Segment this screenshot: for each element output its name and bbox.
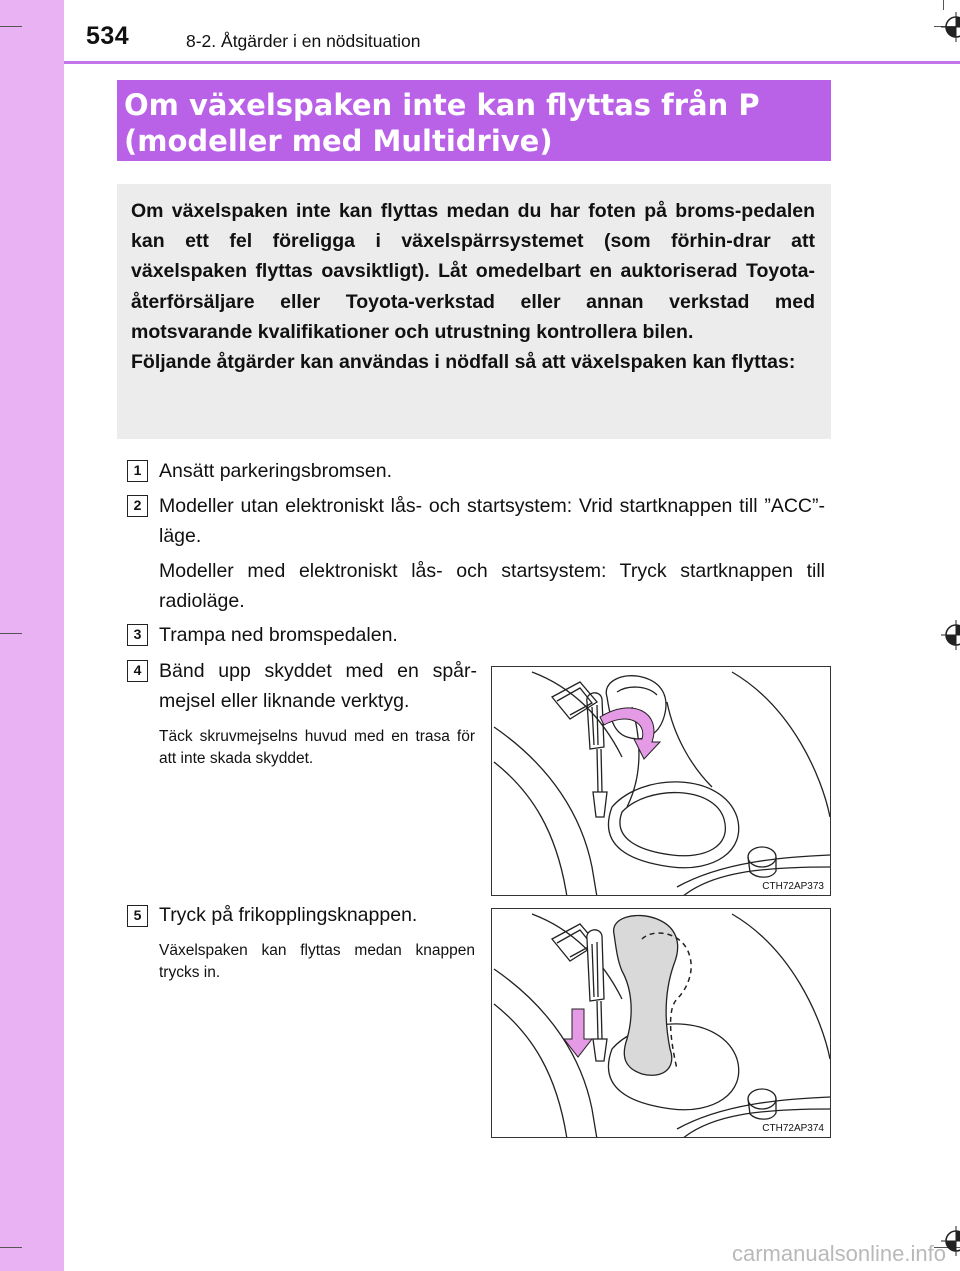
crop-mark xyxy=(0,26,22,27)
info-box xyxy=(117,184,831,439)
figure-pry-cover xyxy=(491,666,831,896)
step-number-1: 1 xyxy=(127,460,148,482)
step-3-text: Trampa ned bromspedalen. xyxy=(159,624,398,646)
step-number-3: 3 xyxy=(127,624,148,646)
step-number-4: 4 xyxy=(127,660,148,682)
side-tab-strip xyxy=(0,0,64,1271)
step-2-text: Modeller utan elektroniskt lås- och startsystem: Vrid startknappen till ”ACC”-läge. xyxy=(159,495,825,547)
step-4-text: Bänd upp skyddet med en spår-mejsel eller liknande verktyg. xyxy=(159,660,477,712)
step-2-text-alt: Modeller med elektroniskt lås- och startsystem: Tryck startknappen till radioläge. xyxy=(159,560,825,612)
header-rule xyxy=(64,61,960,64)
title-line-2: (modeller med Multidrive) xyxy=(124,124,553,158)
down-arrow-icon xyxy=(564,1009,592,1057)
crop-mark xyxy=(0,1247,22,1248)
console-illustration xyxy=(492,909,831,1138)
step-1-text: Ansätt parkeringsbromsen. xyxy=(159,460,393,482)
crop-mark xyxy=(0,633,22,634)
figure-release-button xyxy=(491,908,831,1138)
crop-mark xyxy=(943,0,944,10)
section-title: 8-2. Åtgärder i en nödsituation xyxy=(186,31,421,51)
console-illustration xyxy=(492,667,831,896)
registration-mark-icon xyxy=(941,620,960,650)
step-5-note: Växelspaken kan flyttas medan knappen trycks in. xyxy=(159,942,475,981)
figure-code: CTH72AP373 xyxy=(762,881,824,892)
figure-code: CTH72AP374 xyxy=(762,1123,824,1134)
page-number: 534 xyxy=(86,22,130,50)
title-line-1: Om växelspaken inte kan flyttas från P xyxy=(124,88,760,122)
step-number-5: 5 xyxy=(127,905,148,927)
step-4-note: Täck skruvmejselns huvud med en trasa för att inte skada skyddet. xyxy=(159,728,475,767)
info-paragraph: Följande åtgärder kan användas i nödfall så att växelspaken kan flyttas: xyxy=(131,351,796,374)
title-box xyxy=(117,80,831,161)
step-number-2: 2 xyxy=(127,495,148,517)
registration-mark-icon xyxy=(941,12,960,42)
watermark: carmanualsonline.info xyxy=(731,1241,946,1266)
info-paragraph: Om växelspaken inte kan flyttas medan du har foten på broms-pedalen kan ett fel föreligga i växelspärrsystemet (som förhin-drar att växelspaken flyttas oavsiktligt). Låt omedelbart en auktoriserad Toyota-återförsäljare eller Toyota-verkstad eller annan verkstad med motsvarande kvalifikationer och utrustning kontrollera bilen. xyxy=(131,200,815,343)
step-5-text: Tryck på frikopplingsknappen. xyxy=(159,904,418,926)
